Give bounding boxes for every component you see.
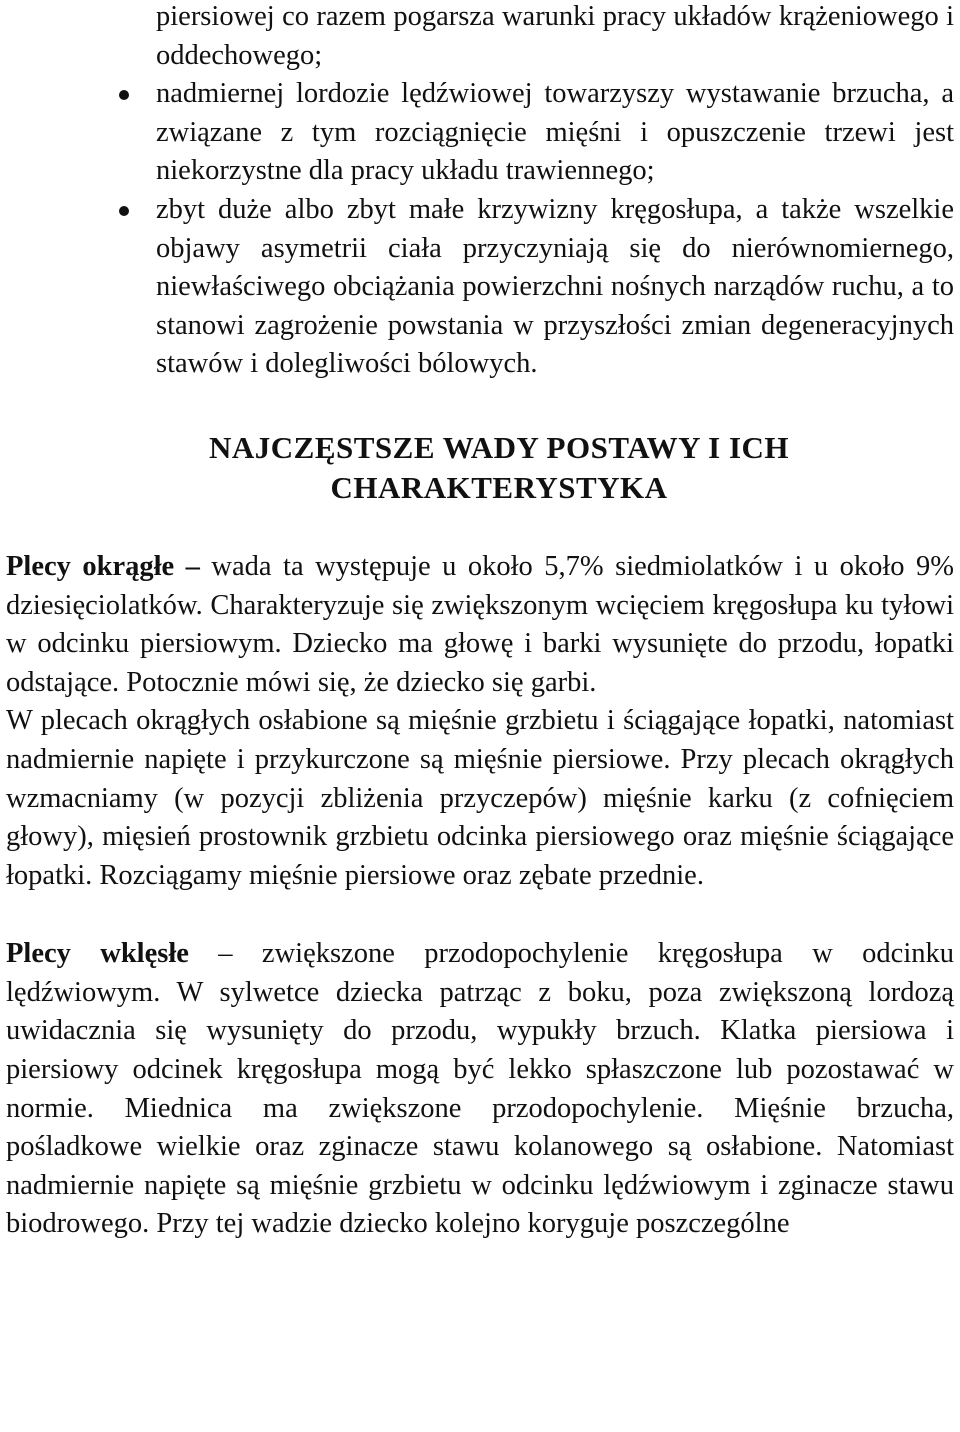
- paragraph: W plecach okrągłych osłabione są mięśnie grzbietu i ściągające łopatki, natomiast nadmiernie napięte i przykurczone są mięśnie piersiowe. Przy plecach okrągłych wzmacniamy (w pozycji zbliżenia przyczepów) mięśnie karku (z cofnięciem głowy), mięsień prostownik grzbietu odcinka piersiowego oraz mięśnie ściągające łopatki. Rozciągamy mięśnie piersiowe oraz zębate przednie.: [6, 705, 954, 891]
- term-label: Plecy wklęsłe: [6, 938, 189, 970]
- section-heading: [6, 428, 954, 508]
- heading-line-2: CHARAKTERYSTYKA: [330, 469, 668, 505]
- bullet-text: zbyt duże albo zbyt małe krzywizny kręgosłupa, a także wszelkie objawy asymetrii ciała przyczyniają się do nierównomiernego, niewłaściwego obciążania powierzchni nośnych narządów ruchu, a to stanowi zagrożenie powstania w przyszłości zmian degeneracyjnych stawów i dolegliwości bólowych.: [156, 193, 954, 380]
- paragraph: [6, 935, 954, 1244]
- intro-continuation: piersiowej co razem pogarsza warunki pracy układów krążeniowego i oddechowego;: [156, 1, 954, 71]
- list-item: [6, 191, 954, 384]
- bullet-text: nadmiernej lordozie lędźwiowej towarzyszy wystawanie brzucha, a związane z tym rozciągnięcie mięśni i opuszczenie trzewi jest niekorzystne dla pracy układu trawiennego;: [156, 78, 954, 187]
- section-plecy-wklesle: [6, 935, 954, 1244]
- term-label: Plecy okrągłe –: [6, 550, 200, 582]
- paragraph-text: wada ta występuje u około 5,7% siedmiolatków i u około 9% dziesięciolatków. Charakteryzuje się zwiększonym wcięciem kręgosłupa ku tyłowi w odcinku piersiowym. Dziecko ma głowę i barki wysunięte do przodu, łopatki odstające. Potocznie mówi się, że dziecko się garbi.: [6, 550, 955, 698]
- bullet-list: [6, 75, 954, 384]
- heading-line-1: NAJCZĘSTSZE WADY POSTAWY I ICH: [208, 429, 790, 465]
- section-plecy-okragle: [6, 548, 954, 895]
- paragraph: [6, 548, 954, 702]
- bullet-icon: [119, 90, 129, 100]
- paragraph-text: – zwiększone przodopochylenie kręgosłupa w odcinku lędźwiowym. W sylwetce dziecka patrząc z boku, poza zwiększoną lordozą uwidacznia się wysunięty do przodu, wypukły brzuch. Klatka piersiowa i piersiowy odcinek kręgosłupa mogą być lekko spłaszczone lub pozostawać w normie. Miednica ma zwiększone przodopochylenie. Mięśnie brzucha, pośladkowe wielkie oraz zginacze stawu kolanowego są osłabione. Natomiast nadmiernie napięte są mięśnie grzbietu w odcinku lędźwiowym i zginacze stawu biodrowego. Przy tej wadzie dziecko kolejno koryguje poszczególne: [6, 938, 954, 1240]
- bullet-icon: [119, 206, 129, 216]
- list-item: [6, 75, 954, 191]
